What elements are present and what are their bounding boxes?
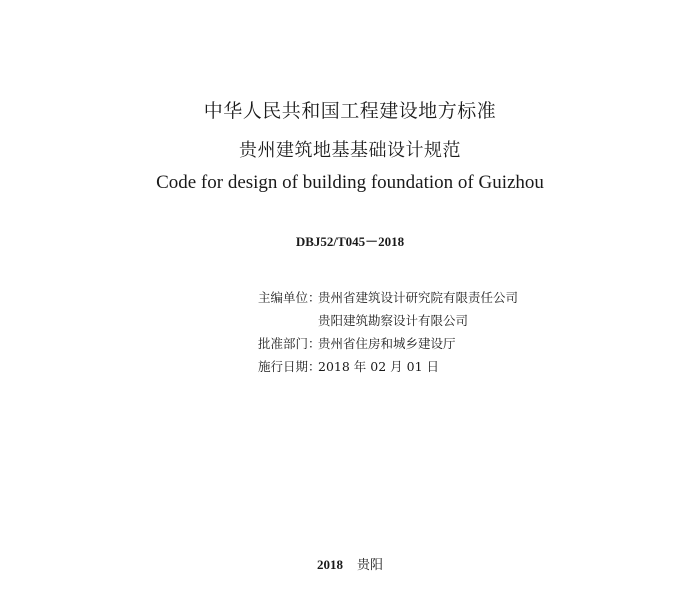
approver-value: 贵州省住房和城乡建设厅 [318,336,456,351]
standard-type-heading: 中华人民共和国工程建设地方标准 [203,100,497,122]
document-title-chinese: 贵州建筑地基基础设计规范 [239,140,461,161]
chief-editor-item: 贵州省建筑设计研究院有限责任公司 [318,290,519,305]
chief-editor-item: 贵阳建筑勘察设计有限公司 [318,313,469,328]
publication-year: 2018 [316,557,343,572]
document-title-english: Code for design of building foundation of Guizhou [156,172,544,193]
effective-date-row [258,355,518,378]
chief-editors-label: 主编单位： [258,290,321,305]
standard-number: DBJ52/T045－2018 [295,234,405,249]
approver-label: 批准部门： [258,336,321,351]
publication-city: 贵阳 [356,558,383,573]
publication-footer [0,554,700,573]
effective-date-value: 2018 年 02 月 01 日 [318,359,439,374]
approver-row [258,332,518,355]
effective-date-label: 施行日期： [258,359,321,374]
chief-editors-list [318,286,518,332]
publication-info [258,286,518,378]
chief-editors-row [258,286,518,332]
